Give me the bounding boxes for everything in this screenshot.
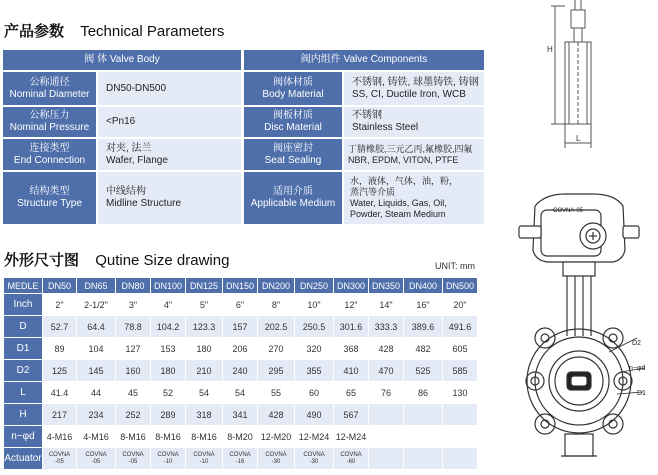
column-header: DN400	[404, 278, 442, 293]
table-cell: 78.8	[116, 316, 150, 337]
value-line-2: Stainless Steel	[352, 122, 419, 133]
size-title-cn: 外形尺寸图	[4, 252, 80, 269]
label-cn: 阀体材质	[273, 76, 313, 88]
size-table	[3, 277, 478, 470]
column-header: DN200	[258, 278, 294, 293]
table-cell: 410	[334, 360, 368, 381]
table-cell: 4"	[151, 294, 185, 315]
label-disc-material	[244, 107, 342, 137]
table-cell	[443, 426, 477, 447]
table-cell: 45	[116, 382, 150, 403]
table-cell: 295	[258, 360, 294, 381]
table-cell: 202.5	[258, 316, 294, 337]
label-en: Structure Type	[17, 198, 82, 209]
table-cell: 567	[334, 404, 368, 425]
table-cell: 320	[295, 338, 333, 359]
table-row	[4, 448, 477, 469]
value-line-1: 不锈钢, 铸铁, 球墨铸铁, 铸钢	[352, 76, 479, 88]
table-cell: 123.3	[186, 316, 222, 337]
table-cell: 341	[223, 404, 257, 425]
label-structure-type	[3, 172, 96, 224]
table-cell: 428	[369, 338, 403, 359]
table-cell: 8-M16	[151, 426, 185, 447]
row-label: H	[4, 404, 42, 425]
table-cell: 525	[404, 360, 442, 381]
size-title-en: Qutine Size drawing	[95, 252, 230, 269]
actuator-line: COVNA	[48, 451, 71, 458]
actuator-line: -30	[271, 458, 281, 465]
table-cell: 8-M16	[116, 426, 150, 447]
value-end-connection	[98, 139, 241, 170]
value-applicable-medium	[344, 172, 484, 224]
label-nominal-pressure	[3, 107, 96, 137]
table-cell: 250.5	[295, 316, 333, 337]
label-seat-sealing	[244, 139, 342, 170]
column-header: DN50	[43, 278, 76, 293]
actuator-line: COVNA	[340, 451, 362, 458]
value-line-1: 丁腈橡胶,三元乙丙,氟橡胶,四氟	[348, 143, 473, 154]
table-cell: 54	[223, 382, 257, 403]
actuator-line: -05	[128, 458, 138, 465]
table-cell: 60	[295, 382, 333, 403]
label-cn: 结构类型	[29, 186, 70, 197]
table-row	[4, 294, 477, 315]
table-cell	[43, 448, 76, 469]
label-en: Body Material	[262, 88, 324, 100]
column-header: DN350	[369, 278, 403, 293]
unit-label: UNIT: mm	[435, 261, 475, 271]
column-header: DN80	[116, 278, 150, 293]
table-cell: 4-M16	[77, 426, 115, 447]
value-structure-type	[98, 172, 241, 224]
label-en: Applicable Medium	[250, 198, 336, 209]
size-table-header-row	[4, 278, 477, 293]
valve-body-header: 阀 体 Valve Body	[3, 50, 241, 70]
table-cell: 86	[404, 382, 442, 403]
table-cell	[369, 404, 403, 425]
value-line-2: Midline Structure	[106, 198, 182, 209]
row-label: D1	[4, 338, 42, 359]
label-cn: 阀板材质	[273, 110, 313, 121]
value-line-3: Water, Liquids, Gas, Oil,	[350, 198, 447, 208]
table-cell: 10"	[295, 294, 333, 315]
label-en: End Connection	[13, 154, 86, 166]
row-label: n−φd	[4, 426, 42, 447]
actuator-line: -60	[346, 458, 356, 465]
label-body-material	[244, 72, 342, 105]
table-cell: 157	[223, 316, 257, 337]
value-line-1: 水，液体，气体，油，粉，	[350, 176, 459, 186]
dim-h-label: H	[547, 45, 553, 54]
value-seat-sealing	[344, 139, 484, 170]
table-cell: 5"	[186, 294, 222, 315]
table-cell: 125	[43, 360, 76, 381]
label-end-connection	[3, 139, 96, 170]
dim-nphid-label: n−φd	[629, 365, 646, 372]
table-cell: 217	[43, 404, 76, 425]
table-cell: 4-M16	[43, 426, 76, 447]
table-cell	[77, 448, 115, 469]
table-cell: 318	[186, 404, 222, 425]
table-cell	[116, 448, 150, 469]
table-cell: 20"	[443, 294, 477, 315]
table-cell: 44	[77, 382, 115, 403]
table-cell	[223, 448, 257, 469]
table-row	[4, 426, 477, 447]
value-line-1: 对夹, 法兰	[106, 142, 152, 154]
table-cell	[151, 448, 185, 469]
table-cell: 301.6	[334, 316, 368, 337]
label-en: Seat Sealing	[264, 154, 322, 166]
table-cell: 89	[43, 338, 76, 359]
label-cn: 连接类型	[29, 142, 70, 154]
table-cell: 252	[116, 404, 150, 425]
table-cell: 52	[151, 382, 185, 403]
table-cell: 127	[116, 338, 150, 359]
actuator-line: -05	[91, 458, 101, 465]
table-cell: 104	[77, 338, 115, 359]
table-cell: 41.4	[43, 382, 76, 403]
row-label: D	[4, 316, 42, 337]
table-cell: 12-M24	[334, 426, 368, 447]
label-cn: 适用介质	[273, 186, 313, 197]
table-cell: 8-M20	[223, 426, 257, 447]
column-header: DN250	[295, 278, 333, 293]
table-cell: 491.6	[443, 316, 477, 337]
table-cell: 12-M20	[258, 426, 294, 447]
table-cell: 333.3	[369, 316, 403, 337]
actuator-line: -05	[55, 458, 64, 465]
label-en: Disc Material	[264, 122, 322, 133]
table-row	[4, 382, 477, 403]
value-nominal-pressure	[98, 107, 241, 137]
label-cn: 公称通径	[29, 76, 70, 88]
table-cell	[369, 426, 403, 447]
actuator-line: -10	[163, 458, 173, 465]
actuator-line: COVNA	[122, 451, 144, 458]
table-cell: 206	[223, 338, 257, 359]
table-cell: 2-1/2"	[77, 294, 115, 315]
actuator-line: COVNA	[229, 451, 251, 458]
table-row	[4, 338, 477, 359]
table-cell: 6"	[223, 294, 257, 315]
table-cell: 482	[404, 338, 442, 359]
valve-components-header: 阀内组件 Valve Components	[244, 50, 484, 70]
row-label: Actuator	[4, 448, 42, 469]
value-disc-material	[344, 107, 484, 137]
table-row	[4, 316, 477, 337]
value-line-1: 不锈钢	[352, 110, 382, 121]
table-cell: 54	[186, 382, 222, 403]
table-cell: 160	[116, 360, 150, 381]
header-label-cell: MEDLE	[4, 278, 42, 293]
table-cell: 12-M24	[295, 426, 333, 447]
actuator-line: COVNA	[193, 451, 215, 458]
table-cell: 8-M16	[186, 426, 222, 447]
table-cell	[369, 448, 403, 469]
value-text: <Pn16	[106, 116, 136, 127]
value-body-material	[344, 72, 484, 105]
label-cn: 阀座密封	[273, 142, 313, 154]
table-cell: 180	[151, 360, 185, 381]
table-cell: 76	[369, 382, 403, 403]
table-cell: 145	[77, 360, 115, 381]
table-cell: 490	[295, 404, 333, 425]
label-en: Nominal Pressure	[9, 122, 90, 133]
table-cell: 3"	[116, 294, 150, 315]
table-cell: 234	[77, 404, 115, 425]
table-cell: 240	[223, 360, 257, 381]
table-cell: 64.4	[77, 316, 115, 337]
label-cn: 公称压力	[29, 110, 70, 121]
size-title	[4, 249, 229, 270]
actuator-line: -16	[235, 458, 245, 465]
column-header: DN125	[186, 278, 222, 293]
table-cell: 210	[186, 360, 222, 381]
params-title	[4, 20, 224, 41]
table-cell: 2"	[43, 294, 76, 315]
row-label: L	[4, 382, 42, 403]
dim-d2-label: D2	[632, 340, 641, 347]
table-cell: 585	[443, 360, 477, 381]
table-cell: 153	[151, 338, 185, 359]
actuator-line: COVNA	[265, 451, 287, 458]
table-cell: 389.6	[404, 316, 442, 337]
params-title-en: Technical Parameters	[80, 23, 225, 40]
table-cell	[443, 404, 477, 425]
label-en: Nominal Diameter	[9, 88, 90, 100]
table-cell	[443, 448, 477, 469]
valve-side-view-drawing	[525, 0, 605, 160]
table-cell: 55	[258, 382, 294, 403]
actuator-line: -10	[199, 458, 209, 465]
label-applicable-medium	[244, 172, 342, 224]
actuator-line: -30	[309, 458, 319, 465]
value-line-4: Powder, Steam Medium	[350, 209, 446, 219]
table-cell: 104.2	[151, 316, 185, 337]
actuator-line: COVNA	[303, 451, 325, 458]
table-cell	[295, 448, 333, 469]
table-cell	[258, 448, 294, 469]
value-line-2: NBR, EPDM, VITON, PTFE	[348, 154, 459, 165]
table-cell	[334, 448, 368, 469]
actuator-line: COVNA	[157, 451, 179, 458]
table-cell	[186, 448, 222, 469]
row-label: Inch	[4, 294, 42, 315]
value-line-2: SS, CI, Ductile Iron, WCB	[352, 88, 466, 100]
table-cell: 368	[334, 338, 368, 359]
table-cell: 180	[186, 338, 222, 359]
table-cell	[404, 426, 442, 447]
actuator-line: COVNA	[85, 451, 107, 458]
table-cell: 130	[443, 382, 477, 403]
table-cell: 16"	[404, 294, 442, 315]
params-title-cn: 产品参数	[4, 23, 65, 40]
table-cell	[404, 448, 442, 469]
value-nominal-diameter	[98, 72, 241, 105]
size-table-grid	[3, 277, 478, 470]
table-row	[4, 360, 477, 381]
value-line-2: 蒸汽等介质	[350, 187, 396, 197]
value-line-1: 中线结构	[106, 186, 146, 197]
table-cell	[404, 404, 442, 425]
table-cell: 8"	[258, 294, 294, 315]
table-cell: 605	[443, 338, 477, 359]
label-nominal-diameter	[3, 72, 96, 105]
table-cell: 14"	[369, 294, 403, 315]
column-header: DN65	[77, 278, 115, 293]
column-header: DN300	[334, 278, 368, 293]
column-header: DN150	[223, 278, 257, 293]
table-cell: 65	[334, 382, 368, 403]
value-text: DN50-DN500	[106, 82, 167, 94]
table-cell: 355	[295, 360, 333, 381]
dim-d1-label: D1	[637, 390, 646, 397]
column-header: DN500	[443, 278, 477, 293]
table-cell: 52.7	[43, 316, 76, 337]
actuator-model-label: COVNA-05	[553, 208, 584, 214]
table-row	[4, 404, 477, 425]
dim-l-label: L	[576, 134, 581, 143]
column-header: DN100	[151, 278, 185, 293]
table-cell: 428	[258, 404, 294, 425]
value-line-2: Wafer, Flange	[106, 154, 168, 166]
table-cell: 270	[258, 338, 294, 359]
row-label: D2	[4, 360, 42, 381]
table-cell: 289	[151, 404, 185, 425]
table-cell: 12"	[334, 294, 368, 315]
table-cell: 470	[369, 360, 403, 381]
valve-front-view-drawing	[505, 188, 655, 473]
